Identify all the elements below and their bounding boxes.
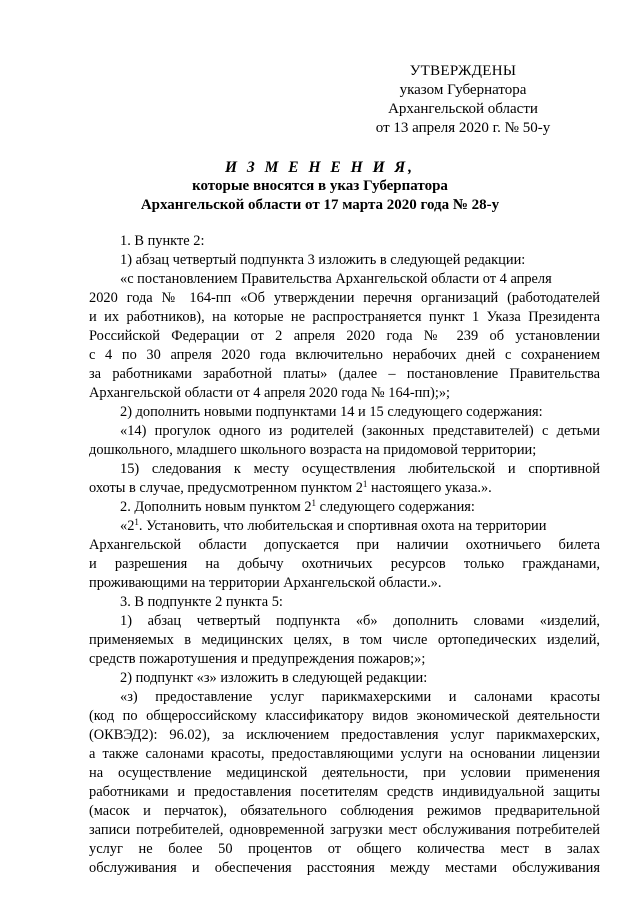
body-line: «14) прогулок одного из родителей (законных представителей) с детьми bbox=[120, 423, 600, 439]
body-line: и их работников), на которые не распространяется пункт 1 Указа Президента bbox=[89, 309, 600, 325]
body-line: дошкольного, младшего школьного возраста на придомовой территории; bbox=[89, 442, 537, 458]
approval-line-3: от 13 апреля 2020 г. № 50-у bbox=[375, 120, 551, 136]
body-line: записи потребителей, одновременной загрузки мест обслуживания потребителей bbox=[89, 822, 600, 838]
body-line: применяемых в медицинских целях, в том числе ортопедических изделий, bbox=[89, 632, 600, 648]
body-text-run: «2 bbox=[120, 518, 135, 534]
body-line: проживающими на территории Архангельской области.». bbox=[89, 575, 442, 591]
body-line: (код по общероссийскому классификатору видов экономической деятельности bbox=[89, 708, 600, 724]
superscript: 1 bbox=[362, 479, 368, 489]
body-line: на осуществление медицинской деятельности, при условии применения bbox=[89, 765, 600, 781]
document-body bbox=[89, 232, 600, 878]
body-line bbox=[89, 517, 600, 536]
body-text-run: настоящего указа.». bbox=[367, 480, 492, 496]
body-line: «з) предоставление услуг парикмахерскими и салонами красоты bbox=[120, 689, 600, 705]
body-line: (ОКВЭД2): 96.02), за исключением предоставления услуг парикмахерских, bbox=[89, 727, 600, 743]
body-line: средств пожаротушения и предупреждения пожаров;»; bbox=[89, 651, 426, 667]
heading-line-1: которые вносятся в указ Губерпатора bbox=[192, 178, 448, 194]
body-line: «с постановлением Правительства Архангельской области от 4 апреля bbox=[120, 271, 552, 287]
body-line: 15) следования к месту осуществления любительской и спортивной bbox=[120, 461, 600, 477]
heading-title: И З М Е Н Е Н И Я, bbox=[224, 159, 416, 176]
body-line: 3. В подпункте 2 пункта 5: bbox=[120, 594, 283, 610]
body-text-run: следующего содержания: bbox=[316, 499, 475, 515]
body-text-run: . Установить, что любительская и спортивная охота на территории bbox=[138, 518, 547, 534]
approval-block bbox=[340, 62, 586, 138]
body-line: Архангельской области допускается при наличии охотничьего билета bbox=[89, 537, 600, 553]
body-line: 2) подпункт «з» изложить в следующей редакции: bbox=[120, 670, 428, 686]
approval-title: УТВЕРЖДЕНЫ bbox=[409, 63, 517, 79]
approval-line-2: Архангельской области bbox=[388, 101, 538, 117]
body-line: а также салонами красоты, предоставляющими услуги на основании лицензии bbox=[89, 746, 600, 762]
body-line: 1) абзац четвертый подпункта «б» дополнить словами «изделий, bbox=[120, 613, 600, 629]
body-line: и разрешения на добычу охотничьих ресурсов только гражданами, bbox=[89, 556, 600, 572]
body-line: работниками и предоставления посетителям средств индивидуальной защиты bbox=[89, 784, 600, 800]
body-line: 2) дополнить новыми подпунктами 14 и 15 следующего содержания: bbox=[120, 404, 543, 420]
superscript: 1 bbox=[311, 498, 317, 508]
approval-line-1: указом Губернатора bbox=[399, 82, 527, 98]
body-line: 1. В пункте 2: bbox=[120, 233, 205, 249]
body-line: Архангельской области от 4 апреля 2020 года № 164-пп);»; bbox=[89, 385, 451, 401]
body-line: Российской Федерации от 2 апреля 2020 года № 239 об установлении bbox=[89, 328, 600, 344]
document-heading bbox=[60, 158, 580, 215]
body-line bbox=[89, 498, 600, 517]
body-line: 1) абзац четвертый подпункта 3 изложить в следующей редакции: bbox=[120, 252, 526, 268]
body-text-run: 2. Дополнить новым пунктом 2 bbox=[120, 499, 312, 515]
body-line: (масок и перчаток), обязательного соблюдения режимов предварительной bbox=[89, 803, 600, 819]
superscript: 1 bbox=[134, 517, 139, 527]
body-text-run: охоты в случае, предусмотренном пунктом 2 bbox=[89, 480, 363, 496]
body-line: услуг не более 50 процентов от общего количества мест в залах bbox=[89, 841, 600, 857]
body-line: с 4 по 30 апреля 2020 года включительно нерабочих дней с сохранением bbox=[89, 347, 600, 363]
body-line: 2020 года № 164-пп «Об утверждении перечня организаций (работодателей bbox=[89, 290, 600, 306]
body-line: обслуживания и обеспечения расстояния между местами обслуживания bbox=[89, 860, 600, 876]
body-line bbox=[89, 479, 600, 498]
heading-line-2: Архангельской области от 17 марта 2020 года № 28-у bbox=[140, 197, 500, 213]
body-line: за работниками заработной платы» (далее – постановление Правительства bbox=[89, 366, 600, 382]
